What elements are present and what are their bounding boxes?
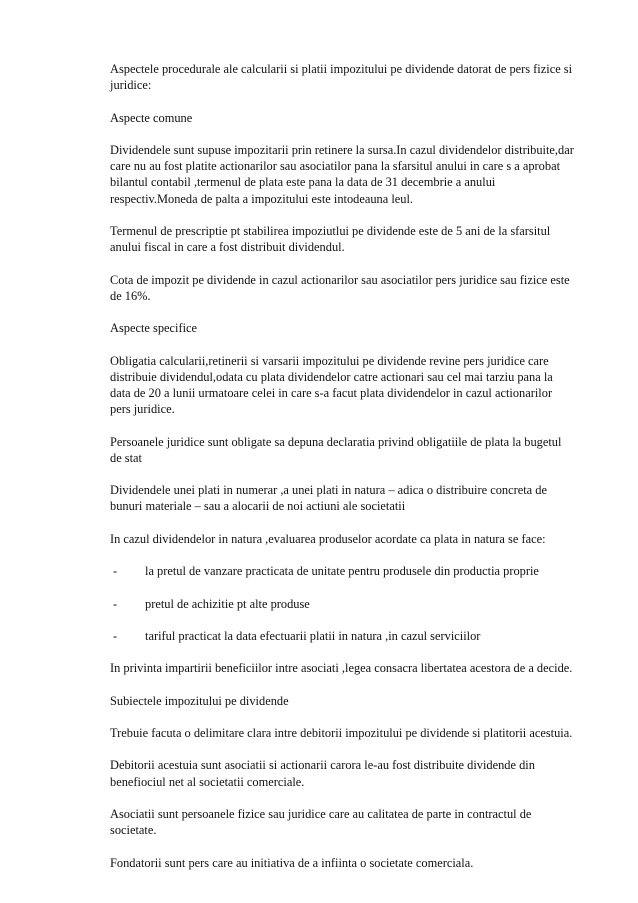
paragraph-impartire-beneficii: [110, 660, 594, 676]
document-body: [110, 61, 594, 887]
text-line: Termenul de prescriptie pt stabilirea impoziutlui pe dividende este de 5 ani de la sfarsitul: [110, 223, 551, 238]
paragraph-asociatii: [110, 806, 594, 838]
text-line: distribuie dividendul,odata cu plata dividendelor catre actionari sau cel mai tarziu pana la: [110, 369, 553, 384]
list-item: [110, 596, 594, 612]
paragraph-fondatorii: [110, 855, 594, 871]
text-line: In privinta impartirii beneficiilor intre asociati ,legea consacra libertatea acestora de a decide.: [110, 661, 573, 676]
heading-aspecte-specifice: [110, 320, 594, 336]
text-line: Fondatorii sunt pers care au initiativa de a infiinta o societate comerciala.: [110, 855, 474, 870]
text-line: Persoanele juridice sunt obligate sa depuna declaratia privind obligatiile de plata la bugetul: [110, 434, 562, 449]
text-line: societate.: [110, 823, 157, 838]
list-item-text: pretul de achizitie pt alte produse: [145, 596, 310, 611]
heading-subiectele-impozitului: [110, 693, 594, 709]
paragraph-dividende-plati: [110, 482, 594, 514]
text-line: care nu au fost platite actionarilor sau asociatilor pana la sfarsitul anului in care s a aprobat: [110, 159, 561, 174]
list-item-text: la pretul de vanzare practicata de unitate pentru produsele din productia proprie: [145, 564, 539, 579]
paragraph-obligatia-calcularii: [110, 353, 594, 418]
text-line: data de 20 a lunii urmatoare celei in care s-a facut plata dividendelor in cazul actionarilor: [110, 385, 553, 400]
list-item: [110, 563, 594, 579]
text-line: pers juridice.: [110, 402, 175, 417]
paragraph-delimitare: [110, 725, 594, 741]
text-line: In cazul dividendelor in natura ,evaluarea produselor acordate ca plata in natura se face:: [110, 531, 546, 546]
paragraph-debitorii: [110, 757, 594, 789]
paragraph-persoane-juridice: [110, 434, 594, 466]
text-line: Dividendele unei plati in numerar ,a unei plati in natura – adica o distribuire concreta de: [110, 483, 547, 498]
text-line: Trebuie facuta o delimitare clara intre debitorii impozitului pe dividende si platitorii acestuia.: [110, 726, 573, 741]
text-line: respectiv.Moneda de palta a impozitului este intodeauna leul.: [110, 191, 414, 206]
text-line: de 16%.: [110, 288, 151, 303]
text-line: Aspecte comune: [110, 110, 193, 125]
list-item-text: tariful practicat la data efectuarii platii in natura ,in cazul serviciilor: [145, 628, 481, 643]
text-line: bunuri materiale – sau a alocarii de noi actiuni ale societatii: [110, 499, 406, 514]
text-line: de stat: [110, 450, 142, 465]
text-line: Aspectele procedurale ale calcularii si platii impozitului pe dividende datorat de pers fizice si: [110, 62, 573, 76]
paragraph-dividende-natura: [110, 531, 594, 547]
text-line: anului fiscal in care a fost distribuit dividendul.: [110, 240, 345, 255]
text-line: Debitorii acestuia sunt asociatii si actionarii carora le-au fost distribuite dividende din: [110, 758, 535, 773]
text-line: benefiociul net al societatii comerciale.: [110, 774, 305, 789]
bullet-dash: -: [113, 596, 118, 611]
text-line: juridice:: [110, 78, 152, 93]
text-line: Asociatii sunt persoanele fizice sau juridice care au calitatea de parte in contractul de: [110, 807, 532, 822]
paragraph-cota-impozit: [110, 272, 594, 304]
bullet-dash: -: [113, 564, 118, 579]
text-line: bilantul contabil ,termenul de plata este pana la data de 31 decembrie a anului: [110, 175, 496, 190]
paragraph-termen-prescriptie: [110, 223, 594, 255]
text-line: Subiectele impozitului pe dividende: [110, 693, 289, 708]
paragraph-title: [110, 61, 594, 93]
bullet-dash: -: [113, 628, 118, 643]
text-line: Aspecte specifice: [110, 321, 198, 336]
list-item: [110, 628, 594, 644]
text-line: Cota de impozit pe dividende in cazul actionarilor sau asociatilor pers juridice sau fizice este: [110, 272, 570, 287]
heading-aspecte-comune: [110, 110, 594, 126]
paragraph-dividende-impozitare: [110, 142, 594, 207]
text-line: Dividendele sunt supuse impozitarii prin retinere la sursa.In cazul dividendelor distribuite,dar: [110, 142, 574, 157]
text-line: Obligatia calcularii,retinerii si varsarii impozitului pe dividende revine pers juridice care: [110, 353, 549, 368]
